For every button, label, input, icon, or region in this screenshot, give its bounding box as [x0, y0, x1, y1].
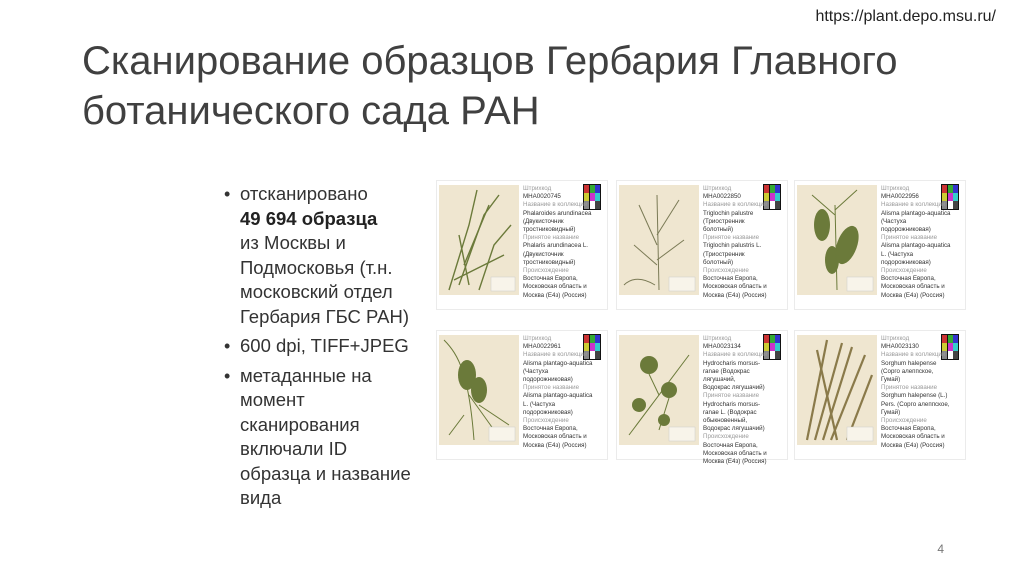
specimen-meta-line: Происхождение [881, 267, 927, 275]
specimen-meta-line: обыкновенный, [703, 417, 748, 425]
specimen-meta-line: Принятое название [703, 392, 760, 400]
specimen-card[interactable] [616, 330, 788, 466]
title-line-1: Сканирование образцов Гербария Главного [82, 39, 898, 83]
specimen-meta-line: Московская область и [703, 449, 767, 457]
specimen-image [619, 335, 699, 445]
specimen-meta-line: Штрихкод [703, 185, 732, 192]
specimen-meta-line: (Триостренник [703, 250, 745, 258]
specimen-meta-line: Восточная Европа, [703, 441, 758, 449]
specimen-meta-line: Phalaroides arundinacea [523, 209, 592, 217]
bullet-metadata [222, 364, 422, 511]
specimen-meta-line: Московская область и [703, 283, 767, 291]
specimen-meta-line: ranae L. (Водокрас [703, 408, 757, 416]
specimen-meta-line: Название в коллекции [523, 201, 588, 209]
specimen-meta-line: Водокрас лягушачий) [703, 425, 765, 433]
specimen-meta-line: Гумай) [881, 376, 901, 384]
specimen-meta-line: Водокрас лягушачий) [703, 384, 765, 392]
specimen-meta-line: Восточная Европа, [523, 425, 578, 433]
specimen-meta-line: подорожниковая) [881, 258, 931, 266]
specimen-card[interactable] [436, 180, 608, 310]
specimen-image [439, 185, 519, 295]
specimen-meta-line: Происхождение [523, 417, 569, 425]
bullet-metadata-text: метаданные на момент сканирования включали ID образца и название вида [240, 364, 411, 508]
specimen-meta-line: Triglochin palustre [703, 209, 754, 217]
specimen-meta-line: MHA0022961 [523, 343, 561, 351]
specimen-meta-line: Восточная Европа, [523, 275, 578, 283]
specimen-meta-line: Принятое название [881, 384, 938, 392]
specimen-grid [436, 180, 966, 496]
specimen-meta-line: Происхождение [703, 433, 749, 441]
specimen-meta-line: подорожниковая) [523, 376, 573, 384]
specimen-meta-line: MHA0022850 [703, 193, 741, 201]
specimen-meta-line: MHA0023134 [703, 343, 741, 351]
specimen-meta-line: Название в коллекции [523, 351, 588, 359]
specimen-meta-line: L. (Частуха [523, 400, 556, 408]
specimen-meta-line: MHA0023130 [881, 343, 919, 351]
specimen-image [619, 185, 699, 295]
specimen-metadata [523, 185, 609, 300]
specimen-meta-line: Гумай) [881, 408, 901, 416]
specimen-meta-line: Штрихкод [881, 185, 910, 192]
specimen-meta-line: Pers. (Сорго алеппское, [881, 400, 950, 408]
bullet-scanned-count: 49 694 образца [240, 207, 378, 229]
specimen-meta-line: Московская область и [523, 433, 587, 441]
bullet-list [222, 182, 422, 516]
specimen-metadata [523, 335, 609, 450]
specimen-meta-line: Московская область и [881, 433, 945, 441]
specimen-meta-line: Московская область и [881, 283, 945, 291]
specimen-meta-line: Происхождение [881, 417, 927, 425]
specimen-meta-line: Hydrocharis morsus- [703, 359, 761, 367]
specimen-meta-line: (Частуха [881, 217, 907, 225]
specimen-meta-line: Alisma plantago-aquatica [881, 242, 951, 250]
specimen-meta-line: Штрихкод [703, 335, 732, 342]
bullet-scanned-pre: отсканировано [240, 183, 368, 204]
specimen-meta-line: Происхождение [523, 267, 569, 275]
specimen-meta-line: Phalaris arundinacea L. [523, 242, 589, 250]
bullet-scanned-post: из Москвы и Подмосковья (т.н. московский отдел Гербария ГБС РАН) [240, 232, 410, 327]
specimen-meta-line: болотный) [703, 226, 734, 234]
slide-title [82, 36, 982, 136]
specimen-card[interactable] [616, 180, 788, 310]
specimen-meta-line: Москва (Е4з) (Россия) [881, 291, 945, 299]
specimen-meta-line: Москва (Е4з) (Россия) [523, 441, 587, 449]
specimen-meta-line: Alisma plantago-aquatica [523, 392, 593, 400]
specimen-meta-line: Московская область и [523, 283, 587, 291]
specimen-card[interactable] [794, 180, 966, 310]
specimen-meta-line: Alisma plantago-aquatica [523, 359, 593, 367]
specimen-meta-line: Принятое название [703, 234, 760, 242]
specimen-meta-line: тростниковидный) [523, 258, 576, 266]
specimen-meta-line: Штрихкод [881, 335, 910, 342]
specimen-meta-line: Происхождение [703, 267, 749, 275]
specimen-metadata [881, 335, 967, 450]
specimen-meta-line: MHA0020745 [523, 193, 561, 201]
specimen-meta-line: Восточная Европа, [881, 275, 936, 283]
specimen-meta-line: Восточная Европа, [703, 275, 758, 283]
specimen-meta-line: Triglochin palustris L. [703, 242, 762, 250]
bullet-format [222, 334, 422, 359]
specimen-metadata [703, 185, 789, 300]
specimen-meta-line: Штрихкод [523, 335, 552, 342]
specimen-meta-line: тростниковидный) [523, 226, 576, 234]
bullet-format-text: 600 dpi, TIFF+JPEG [240, 335, 409, 356]
specimen-metadata [703, 335, 789, 466]
specimen-meta-line: подорожниковая) [881, 226, 931, 234]
specimen-metadata [881, 185, 967, 300]
specimen-meta-line: (Частуха [523, 367, 549, 375]
specimen-meta-line: Название в коллекции [703, 351, 768, 359]
specimen-meta-line: Москва (Е4з) (Россия) [703, 458, 767, 466]
specimen-image [797, 335, 877, 445]
specimen-meta-line: Название в коллекции [703, 201, 768, 209]
specimen-meta-line: болотный) [703, 258, 734, 266]
specimen-meta-line: Москва (Е4з) (Россия) [703, 291, 767, 299]
specimen-meta-line: Москва (Е4з) (Россия) [881, 441, 945, 449]
specimen-image [439, 335, 519, 445]
specimen-meta-line: Принятое название [881, 234, 938, 242]
title-line-2: ботанического сада РАН [82, 89, 540, 133]
specimen-meta-line: ranae (Водокрас [703, 367, 750, 375]
specimen-meta-line: Название в коллекции [881, 351, 946, 359]
specimen-meta-line: Alisma plantago-aquatica [881, 209, 951, 217]
specimen-meta-line: (Двукисточник [523, 250, 564, 258]
specimen-meta-line: (Двукисточник [523, 217, 564, 225]
specimen-meta-line: Hydrocharis morsus- [703, 400, 761, 408]
specimen-meta-line: Принятое название [523, 234, 580, 242]
specimen-meta-line: Sorghum halepense (L.) [881, 392, 948, 400]
specimen-meta-line: Москва (Е4з) (Россия) [523, 291, 587, 299]
specimen-card[interactable] [794, 330, 966, 460]
specimen-meta-line: (Сорго алеппское, [881, 367, 934, 375]
specimen-meta-line: Принятое название [523, 384, 580, 392]
source-url: https://plant.depo.msu.ru/ [815, 8, 996, 25]
specimen-image [797, 185, 877, 295]
specimen-card[interactable] [436, 330, 608, 460]
page-number: 4 [937, 542, 944, 556]
specimen-meta-line: Восточная Европа, [881, 425, 936, 433]
specimen-meta-line: лягушачий, [703, 376, 736, 384]
specimen-meta-line: Название в коллекции [881, 201, 946, 209]
specimen-meta-line: Sorghum halepense [881, 359, 937, 367]
specimen-meta-line: MHA0022956 [881, 193, 919, 201]
specimen-meta-line: подорожниковая) [523, 408, 573, 416]
specimen-meta-line: (Триостренник [703, 217, 745, 225]
bullet-scanned [222, 182, 422, 329]
specimen-meta-line: Штрихкод [523, 185, 552, 192]
specimen-meta-line: L. (Частуха [881, 250, 914, 258]
